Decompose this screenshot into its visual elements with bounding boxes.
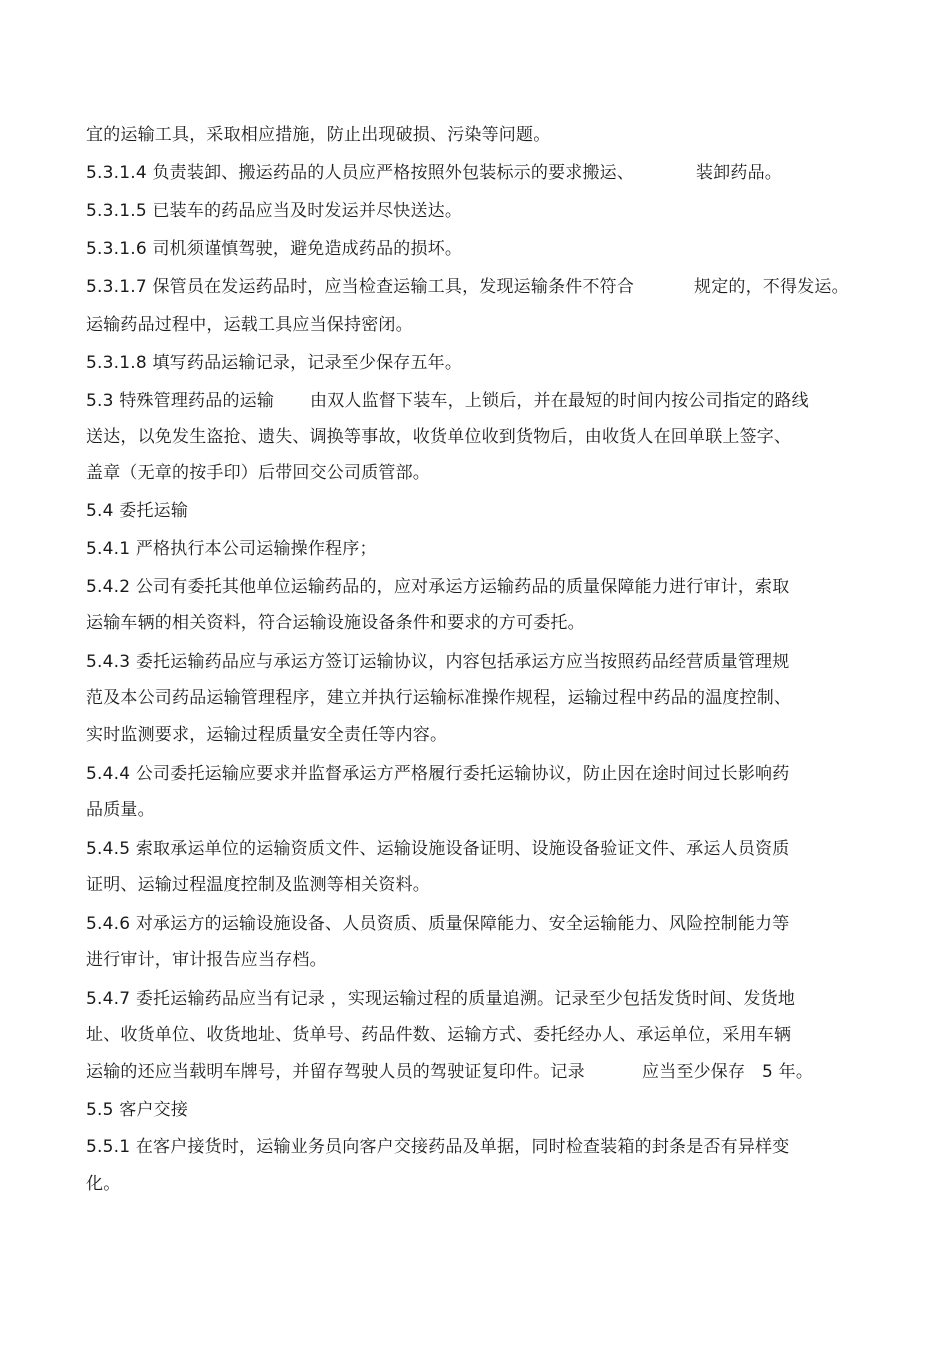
text-line: 品质量。 (86, 800, 155, 820)
text-line: 化。 (86, 1174, 121, 1194)
section-heading: 5.5 客户交接 (86, 1100, 189, 1120)
text-line: 5.4.1 严格执行本公司运输操作程序； (86, 539, 377, 559)
text-line: 送达，以免发生盗抢、遗失、调换等事故，收货单位收到货物后，由收货人在回单联上签字、 (86, 427, 792, 447)
text-line: 5.5.1 在客户接货时，运输业务员向客户交接药品及单据，同时检查装箱的封条是否有异样变 (86, 1137, 790, 1157)
text-line: 宜的运输工具，采取相应措施，防止出现破损、污染等问题。 (86, 125, 551, 145)
text-segment: 5 年。 (762, 1062, 814, 1082)
text-segment: 由双人监督下装车，上锁后，并在最短的时间内按公司指定的路线 (310, 391, 809, 411)
text-line: 进行审计，审计报告应当存档。 (86, 950, 327, 970)
text-segment: 运输的还应当载明车牌号，并留存驾驶人员的驾驶证复印件。记录 (86, 1062, 585, 1082)
text-line: 址、收货单位、收货地址、货单号、药品件数、运输方式、委托经办人、承运单位，采用车辆 (86, 1025, 792, 1045)
text-line: 5.4.7 委托运输药品应当有记录 ，实现运输过程的质量追溯。记录至少包括发货时间、发货地 (86, 989, 796, 1009)
text-line (86, 390, 809, 412)
text-segment: 5.3.1.7 保管员在发运药品时，应当检查运输工具，发现运输条件不符合 (86, 277, 635, 297)
text-line: 5.3.1.5 已装车的药品应当及时发运并尽快送达。 (86, 201, 463, 221)
section-heading: 5.4 委托运输 (86, 501, 189, 521)
text-line: 运输车辆的相关资料，符合运输设施设备条件和要求的方可委托。 (86, 613, 585, 633)
text-segment: 5.3 特殊管理药品的运输 (86, 391, 275, 411)
text-line: 5.4.3 委托运输药品应与承运方签订运输协议，内容包括承运方应当按照药品经营质量管理规 (86, 652, 790, 672)
text-segment: 装卸药品。 (696, 163, 782, 183)
text-line (86, 276, 849, 298)
text-line: 5.4.4 公司委托运输应要求并监督承运方严格履行委托运输协议，防止因在途时间过长影响药 (86, 764, 790, 784)
text-line: 5.3.1.6 司机须谨慎驾驶，避免造成药品的损坏。 (86, 239, 463, 259)
text-segment: 5.3.1.4 负责装卸、搬运药品的人员应严格按照外包装标示的要求搬运、 (86, 163, 635, 183)
text-line: 5.4.5 索取承运单位的运输资质文件、运输设施设备证明、设施设备验证文件、承运人员资质 (86, 839, 790, 859)
text-line: 5.4.6 对承运方的运输设施设备、人员资质、质量保障能力、安全运输能力、风险控制能力等 (86, 914, 790, 934)
text-line (86, 1061, 813, 1083)
text-segment: 应当至少保存 (642, 1062, 746, 1082)
text-line: 证明、运输过程温度控制及监测等相关资料。 (86, 875, 430, 895)
text-line: 盖章（无章的按手印）后带回交公司质管部。 (86, 463, 430, 483)
text-line: 范及本公司药品运输管理程序，建立并执行运输标准操作规程，运输过程中药品的温度控制、 (86, 688, 792, 708)
text-line: 运输药品过程中，运载工具应当保持密闭。 (86, 315, 413, 335)
text-line: 5.3.1.8 填写药品运输记录，记录至少保存五年。 (86, 353, 463, 373)
text-line: 5.4.2 公司有委托其他单位运输药品的，应对承运方运输药品的质量保障能力进行审计，索取 (86, 577, 790, 597)
text-line: 实时监测要求，运输过程质量安全责任等内容。 (86, 725, 448, 745)
text-segment: 规定的，不得发运。 (694, 277, 849, 297)
text-line (86, 162, 782, 184)
